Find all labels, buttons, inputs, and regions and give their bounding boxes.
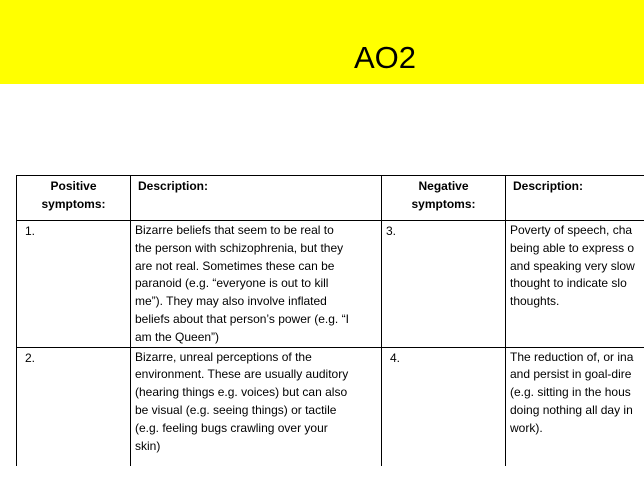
- negative-symptom-cell: 4.: [382, 347, 506, 466]
- header-positive-symptoms: Positive symptoms:: [17, 176, 131, 221]
- positive-description-cell: Bizarre beliefs that seem to be real to the person with schizophrenia, but they are not real. Sometimes these can be paranoid (e.g. “everyone is out to kill me”). They may also involve inflated beliefs about that person’s power (e.g. “I am the Queen”): [131, 221, 382, 348]
- positive-description-cell: Bizarre, unreal perceptions of the environment. These are usually auditory (hearing things e.g. voices) but can also be visual (e.g. seeing things) or tactile (e.g. feeling bugs crawling over your skin): [131, 347, 382, 466]
- title-banner: [0, 0, 644, 84]
- slide-title: AO2: [354, 40, 417, 75]
- negative-description-cell: The reduction of, or ina and persist in goal-dire (e.g. sitting in the hous doing nothing all day in work).: [506, 347, 644, 466]
- header-description-positive: Description:: [131, 176, 382, 221]
- table-row: [17, 347, 644, 466]
- header-description-negative: Description:: [506, 176, 644, 221]
- header-negative-symptoms: Negative symptoms:: [382, 176, 506, 221]
- symptoms-table-wrapper: [16, 175, 644, 466]
- negative-symptom-cell: 3.: [382, 221, 506, 348]
- positive-symptom-cell: 2.: [17, 347, 131, 466]
- negative-description-cell: Poverty of speech, cha being able to express o and speaking very slow thought to indicate slo thoughts.: [506, 221, 644, 348]
- symptoms-table: [16, 175, 644, 466]
- positive-symptom-cell: 1.: [17, 221, 131, 348]
- table-header-row: [17, 176, 644, 221]
- table-row: [17, 221, 644, 348]
